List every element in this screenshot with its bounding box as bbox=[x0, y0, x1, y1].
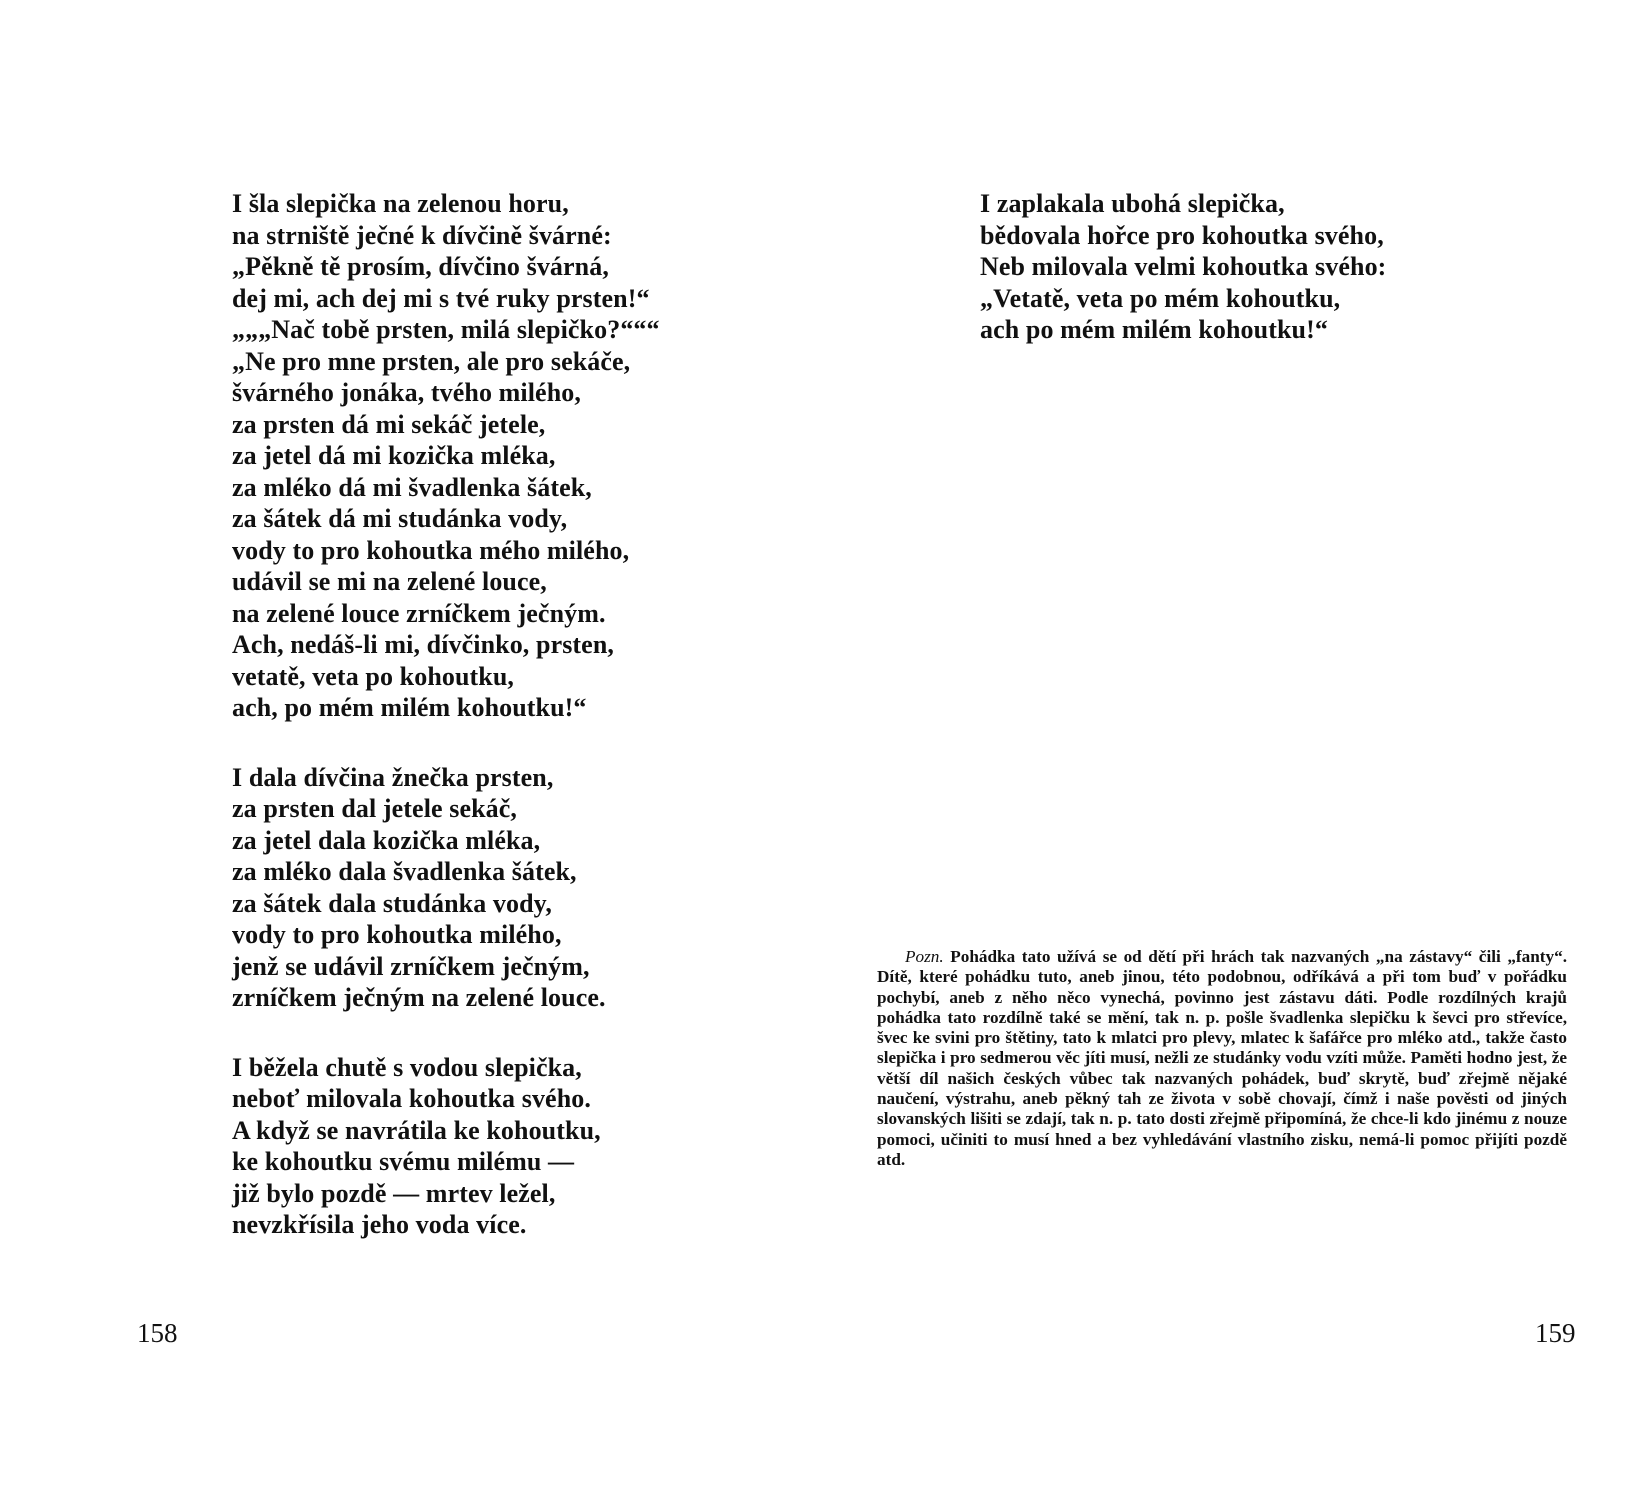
verse-line: ke kohoutku svému milému — bbox=[232, 1147, 575, 1176]
verse-line: „Ne pro mne prsten, ale pro sekáče, bbox=[232, 346, 631, 376]
stanza bbox=[232, 188, 792, 724]
verse-line: za mléko dá mi švadlenka šátek, bbox=[232, 472, 592, 502]
verse-line: za prsten dá mi sekáč jetele, bbox=[232, 409, 546, 439]
verse-line: vody to pro kohoutka mého milého, bbox=[232, 535, 630, 565]
footnote bbox=[877, 947, 1567, 1170]
verse-line: I šla slepička na zelenou horu, bbox=[232, 189, 569, 218]
verse-line: vetatě, veta po kohoutku, bbox=[232, 661, 515, 691]
verse-line: švárného jonáka, tvého milého, bbox=[232, 378, 581, 407]
verse-line: udávil se mi na zelené louce, bbox=[232, 567, 547, 596]
verse-line: zrníčkem ječným na zelené louce. bbox=[232, 983, 606, 1012]
verse-line: za šátek dala studánka vody, bbox=[232, 888, 552, 918]
verse-line: Ach, nedáš-li mi, dívčinko, prsten, bbox=[232, 630, 614, 659]
verse-line: na strniště ječné k dívčině švárné: bbox=[232, 220, 612, 250]
verse-line: již bylo pozdě — mrtev ležel, bbox=[232, 1178, 556, 1208]
verse-line: bědovala hořce pro kohoutka svého, bbox=[980, 220, 1384, 250]
poem-left bbox=[232, 188, 792, 1279]
verse-line: za šátek dá mi studánka vody, bbox=[232, 504, 568, 533]
footnote-label: Pozn. bbox=[905, 947, 944, 966]
verse-line: ach, po mém milém kohoutku!“ bbox=[232, 693, 587, 722]
verse-line: I zaplakala ubohá slepička, bbox=[980, 189, 1285, 218]
verse-line: za jetel dala kozička mléka, bbox=[232, 825, 541, 855]
right-page bbox=[823, 0, 1646, 1500]
verse-line: za jetel dá mi kozička mléka, bbox=[232, 441, 556, 470]
verse-line: I běžela chutě s vodou slepička, bbox=[232, 1052, 582, 1082]
stanza bbox=[980, 188, 1580, 346]
verse-line: na zelené louce zrníčkem ječným. bbox=[232, 598, 606, 628]
verse-line: nevzkřísila jeho voda více. bbox=[232, 1210, 527, 1239]
verse-line: I dala dívčina žnečka prsten, bbox=[232, 762, 554, 792]
verse-line: vody to pro kohoutka milého, bbox=[232, 920, 562, 949]
poem-right bbox=[980, 188, 1580, 384]
verse-line: A když se navrátila ke kohoutku, bbox=[232, 1115, 601, 1145]
verse-line: neboť milovala kohoutka svého. bbox=[232, 1084, 591, 1113]
stanza bbox=[232, 1052, 792, 1241]
verse-line: za mléko dala švadlenka šátek, bbox=[232, 857, 577, 886]
verse-line: ach po mém milém kohoutku!“ bbox=[980, 315, 1328, 344]
footnote-text: Pohádka tato užívá se od dětí při hrách tak nazvaných „na zástavy“ čili „fanty“. Dítě, které pohádku tuto, aneb jinou, této podobnou, odříkává a při tom buď v pořádku pochybí, aneb z něho něco vynechá, povinno jest zástavu dáti. Podle rozdílných krajů pohádka tato rozdílně také se mění, tak n. p. pošle švadlenka slepičku k ševci pro střevíce, švec ke svini pro štětiny, tato k mlatci pro plevy, mlatec k šafářce pro mléko atd., takže často slepička i pro sedmerou věc jíti musí, nežli ze studánky vodu vzíti může. Paměti hodno jest, že větší díl našich českých vůbec tak nazvaných pohádek, buď skrytě, buď zřejmě nějaké naučení, výstrahu, aneb pěkný tah ze života v sobě chovají, čímž i naše pověsti od jiných slovanských lišiti se zdají, tak n. p. tato dosti zřejmě připomíná, že chce-li kdo jinému z nouze pomoci, učiniti to musí hned a bez vyhledávání vlastního zisku, nemá-li pomoc přijíti pozdě atd. bbox=[877, 947, 1568, 1169]
page-number-left: 158 bbox=[137, 1318, 178, 1348]
verse-line: Neb milovala velmi kohoutka svého: bbox=[980, 252, 1387, 281]
verse-line: „Pěkně tě prosím, dívčino švárná, bbox=[232, 252, 609, 281]
verse-line: „„„Nač tobě prsten, milá slepičko?“““ bbox=[232, 315, 660, 344]
stanza bbox=[232, 762, 792, 1014]
verse-line: „Vetatě, veta po mém kohoutku, bbox=[980, 283, 1341, 313]
verse-line: za prsten dal jetele sekáč, bbox=[232, 794, 518, 823]
page-number-right: 159 bbox=[1535, 1318, 1576, 1348]
verse-line: jenž se udávil zrníčkem ječným, bbox=[232, 951, 590, 981]
verse-line: dej mi, ach dej mi s tvé ruky prsten!“ bbox=[232, 283, 650, 313]
